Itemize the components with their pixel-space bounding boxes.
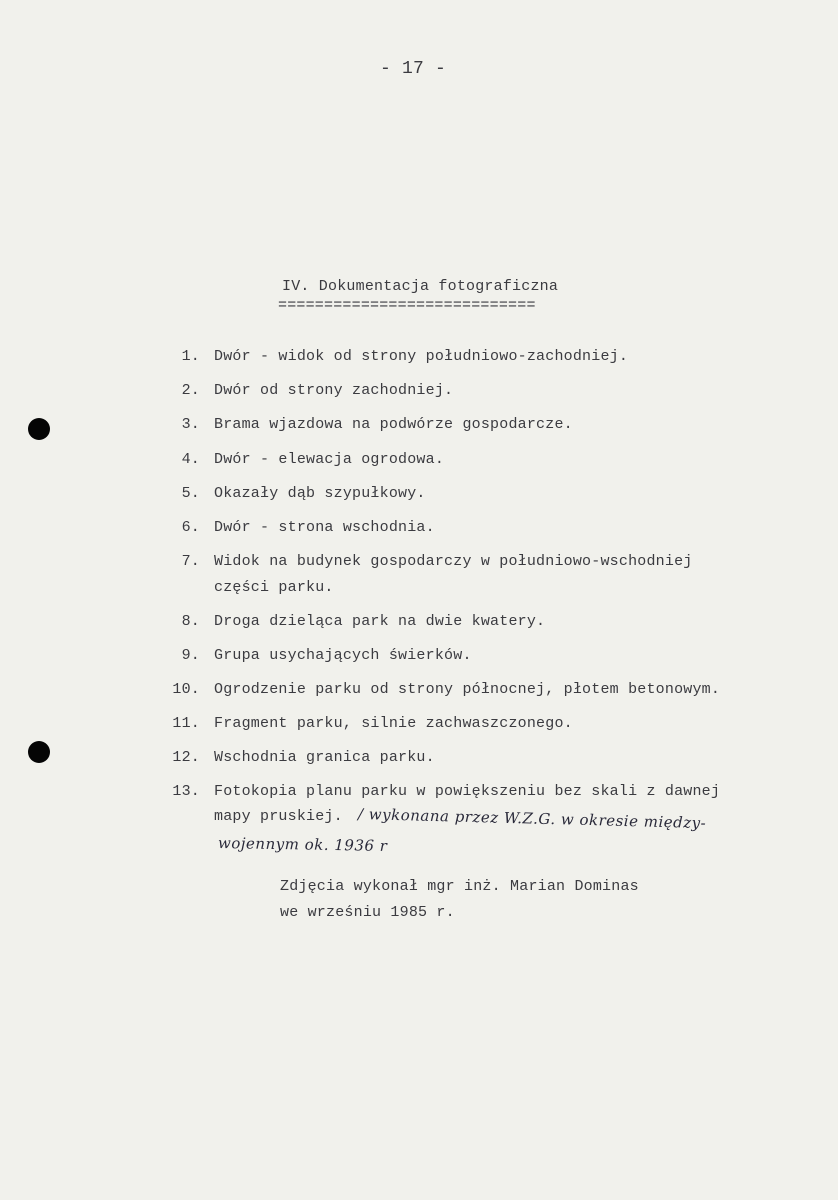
list-item-text: Dwór od strony zachodniej. bbox=[214, 382, 454, 399]
handwritten-note-line2: wojennym ok. 1936 r bbox=[217, 834, 388, 855]
list-item-text: Dwór - elewacja ogrodowa. bbox=[214, 451, 445, 468]
punch-hole-top bbox=[28, 418, 50, 440]
page-number: - 17 - bbox=[380, 59, 447, 79]
list-item-text: Okazały dąb szypułkowy. bbox=[214, 485, 426, 502]
list-item-number: 10. bbox=[172, 681, 200, 698]
list-item-text: Dwór - strona wschodnia. bbox=[214, 519, 435, 536]
list-item-number: 2. bbox=[181, 382, 200, 399]
list-item-number: 7. bbox=[181, 553, 200, 570]
list-item-text: Ogrodzenie parku od strony północnej, płotem betonowym. bbox=[214, 681, 721, 698]
list-item-number: 4. bbox=[181, 451, 200, 468]
photo-date: we wrześniu 1985 r. bbox=[280, 904, 455, 921]
list-item-text: Widok na budynek gospodarczy w południowo-wschodniej bbox=[214, 553, 693, 570]
list-item-text-continued: części parku. bbox=[214, 579, 334, 596]
list-item-number: 1. bbox=[181, 348, 200, 365]
list-item-number: 12. bbox=[172, 749, 200, 766]
handwritten-note-line1: / wykonana przez W.Z.G. w okresie między- bbox=[357, 805, 707, 833]
list-item-text: Fragment parku, silnie zachwaszczonego. bbox=[214, 715, 573, 732]
list-item-number: 9. bbox=[181, 647, 200, 664]
list-item-text: Dwór - widok od strony południowo-zachodniej. bbox=[214, 348, 629, 365]
photo-credit: Zdjęcia wykonał mgr inż. Marian Dominas bbox=[280, 878, 639, 895]
list-item-text: Brama wjazdowa na podwórze gospodarcze. bbox=[214, 416, 573, 433]
list-item-number: 5. bbox=[181, 485, 200, 502]
punch-hole-bottom bbox=[28, 741, 50, 763]
list-item-number: 8. bbox=[181, 613, 200, 630]
list-item-text: Fotokopia planu parku w powiększeniu bez skali z dawnej bbox=[214, 783, 721, 800]
list-item-text: Wschodnia granica parku. bbox=[214, 749, 435, 766]
section-title-underline: ============================ bbox=[278, 297, 536, 314]
list-item-text-continued: mapy pruskiej. bbox=[214, 808, 343, 825]
list-item-number: 3. bbox=[181, 416, 200, 433]
list-item-text: Droga dzieląca park na dwie kwatery. bbox=[214, 613, 546, 630]
section-title: IV. Dokumentacja fotograficzna bbox=[282, 278, 559, 295]
list-item-number: 6. bbox=[181, 519, 200, 536]
list-item-text: Grupa usychających świerków. bbox=[214, 647, 472, 664]
list-item-number: 11. bbox=[172, 715, 200, 732]
list-item-number: 13. bbox=[172, 783, 200, 800]
